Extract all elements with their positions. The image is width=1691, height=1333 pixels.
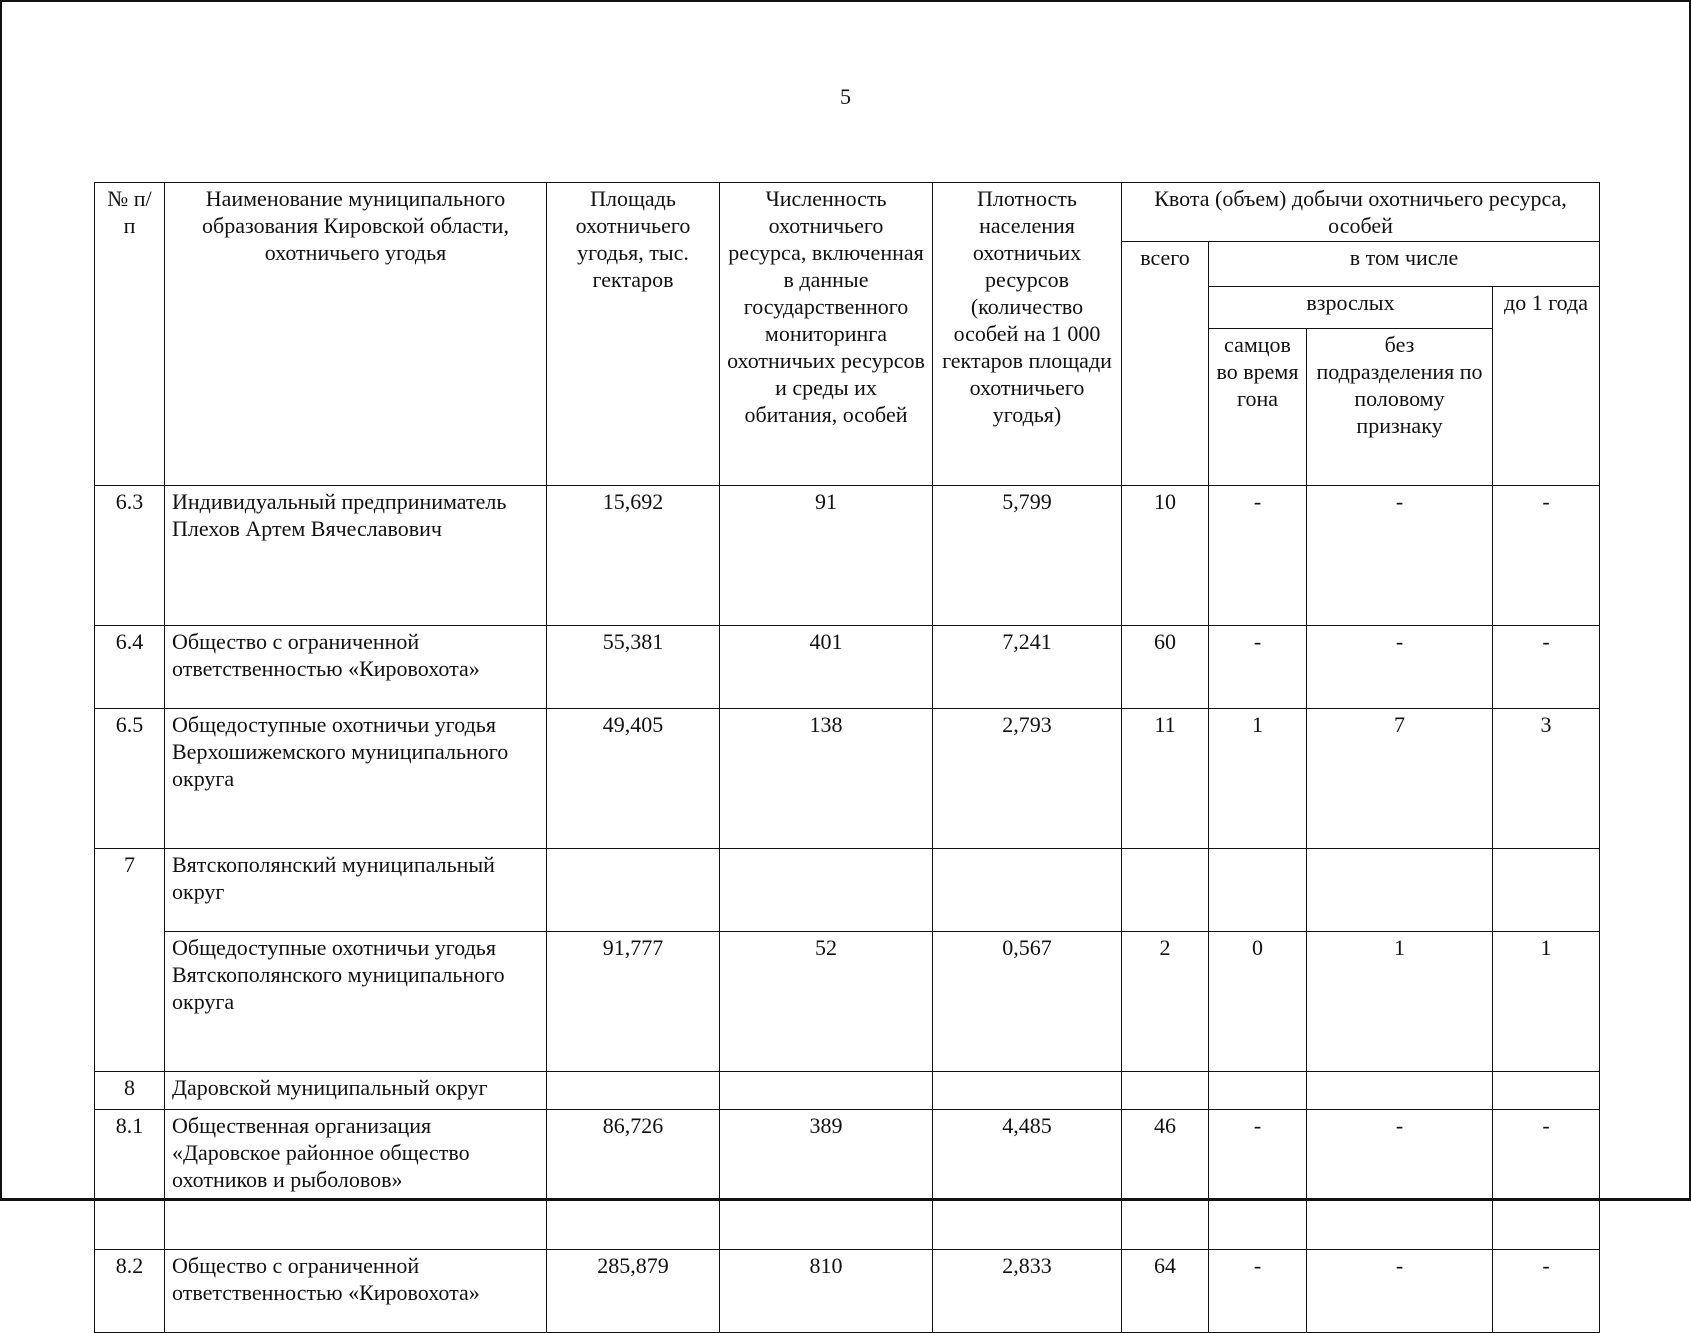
row-males: -: [1209, 1110, 1307, 1250]
row-area: 86,726: [547, 1110, 720, 1250]
row-density: 5,799: [933, 486, 1122, 626]
row-nosex: -: [1307, 626, 1493, 709]
table-row: [95, 932, 1600, 1072]
row-males: -: [1209, 626, 1307, 709]
row-num: 8.1: [95, 1110, 165, 1250]
row-males: -: [1209, 1250, 1307, 1333]
row-total: 11: [1122, 709, 1209, 849]
row-total: 64: [1122, 1250, 1209, 1333]
header-quota: Квота (объем) добычи охотничьего ресурса, особей: [1122, 183, 1600, 242]
row-density: 2,793: [933, 709, 1122, 849]
table-row: [95, 709, 1600, 849]
header-density: Плотность населения охотничьих ресурсов (количество особей на 1 000 гектаров площади охотничьего угодья): [933, 183, 1122, 486]
row-num: 6.3: [95, 486, 165, 626]
header-males-rut: самцов во время гона: [1209, 329, 1307, 486]
row-num: 8.2: [95, 1250, 165, 1333]
header-name: Наименование муниципального образования Кировской области, охотничьего угодья: [165, 183, 547, 486]
row-name: Общедоступные охотничьи угодья Вятскополянского муниципального округа: [165, 932, 547, 1072]
row-count: 401: [720, 626, 933, 709]
row-under1: -: [1493, 626, 1600, 709]
row-males: 0: [1209, 932, 1307, 1072]
row-count: 810: [720, 1250, 933, 1333]
row-nosex: 1: [1307, 932, 1493, 1072]
row-density: 0,567: [933, 932, 1122, 1072]
row-males: -: [1209, 486, 1307, 626]
row-name: Общественная организация «Даровское районное общество охотников и рыболовов»: [165, 1110, 547, 1250]
row-area: 49,405: [547, 709, 720, 849]
table-row: [95, 1110, 1600, 1250]
row-name: Даровской муниципальный округ: [165, 1072, 547, 1110]
row-name: Индивидуальный предприниматель Плехов Артем Вячеславович: [165, 486, 547, 626]
row-num: 7: [95, 849, 165, 1072]
row-under1: 3: [1493, 709, 1600, 849]
table-row: [95, 849, 1600, 932]
row-density: 4,485: [933, 1110, 1122, 1250]
header-no-sex: без подразделения по половому признаку: [1307, 329, 1493, 486]
row-males: 1: [1209, 709, 1307, 849]
row-area: 91,777: [547, 932, 720, 1072]
row-under1: -: [1493, 1110, 1600, 1250]
table-row: [95, 626, 1600, 709]
table-row: [95, 1072, 1600, 1110]
row-name: Общество с ограниченной ответственностью «Кировохота»: [165, 1250, 547, 1333]
table-row: [95, 486, 1600, 626]
row-count: 52: [720, 932, 933, 1072]
row-total: 46: [1122, 1110, 1209, 1250]
table-row: [95, 1250, 1600, 1333]
header-including: в том числе: [1209, 242, 1600, 287]
row-area: 285,879: [547, 1250, 720, 1333]
page-number: 5: [840, 84, 851, 109]
header-adults: взрослых: [1209, 287, 1493, 329]
row-total: 10: [1122, 486, 1209, 626]
row-density: 2,833: [933, 1250, 1122, 1333]
quota-table: [94, 182, 1600, 1333]
row-name: Общедоступные охотничьи угодья Верхошижемского муниципального округа: [165, 709, 547, 849]
row-under1: 1: [1493, 932, 1600, 1072]
row-num: 8: [95, 1072, 165, 1110]
row-count: 389: [720, 1110, 933, 1250]
row-count: 91: [720, 486, 933, 626]
row-area: 15,692: [547, 486, 720, 626]
header-under1: до 1 года: [1493, 287, 1600, 486]
header-area: Площадь охотничьего угодья, тыс. гектаров: [547, 183, 720, 486]
row-density: 7,241: [933, 626, 1122, 709]
row-nosex: 7: [1307, 709, 1493, 849]
row-name: Вятскополянский муниципальный округ: [165, 849, 547, 932]
row-num: 6.5: [95, 709, 165, 849]
row-total: 2: [1122, 932, 1209, 1072]
row-area: 55,381: [547, 626, 720, 709]
row-total: 60: [1122, 626, 1209, 709]
row-nosex: -: [1307, 1110, 1493, 1250]
header-total: всего: [1122, 242, 1209, 486]
row-under1: -: [1493, 1250, 1600, 1333]
header-count: Численность охотничьего ресурса, включенная в данные государственного мониторинга охотничьих ресурсов и среды их обитания, особей: [720, 183, 933, 486]
row-under1: -: [1493, 486, 1600, 626]
header-num: № п/п: [95, 183, 165, 486]
row-nosex: -: [1307, 486, 1493, 626]
row-count: 138: [720, 709, 933, 849]
row-num: 6.4: [95, 626, 165, 709]
row-nosex: -: [1307, 1250, 1493, 1333]
row-name: Общество с ограниченной ответственностью «Кировохота»: [165, 626, 547, 709]
